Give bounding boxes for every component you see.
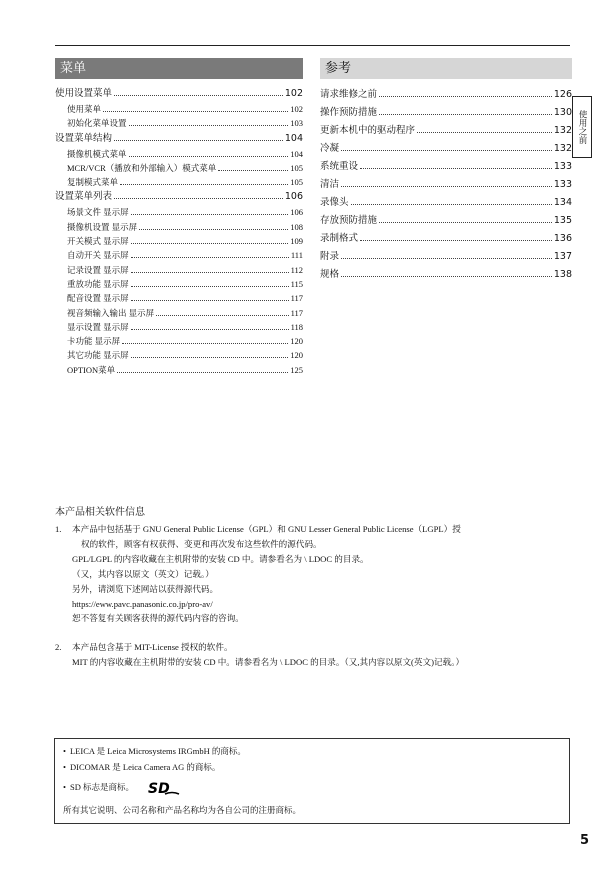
toc-entry-label: OPTION菜单	[67, 364, 116, 375]
top-rule	[55, 45, 570, 46]
software-info-line: MIT 的内容收藏在主机附带的安装 CD 中。请参看名为 \ LDOC 的目录。（又,其内容以原文(英文)记载。）	[72, 657, 465, 668]
item-number: 2.	[55, 642, 62, 653]
software-info-item	[55, 522, 575, 626]
toc-entry[interactable]	[55, 175, 303, 189]
toc-entry-label: 开关模式 显示屏	[67, 236, 129, 247]
trademark-notice-box	[54, 738, 570, 824]
trademark-dicomar	[63, 759, 561, 775]
software-info-line: 权的软件，顾客有权获得、变更和再次发布这些软件的源代码。	[81, 538, 322, 549]
toc-entry[interactable]	[55, 363, 303, 377]
toc-entry[interactable]	[320, 230, 572, 248]
toc-entry-page: 106	[290, 207, 303, 218]
toc-entry-page: 105	[290, 177, 303, 188]
toc-entry-label: 存放预防措施	[320, 215, 378, 226]
toc-entry[interactable]	[55, 234, 303, 248]
toc-entry-page: 117	[290, 293, 303, 304]
dot-leader	[131, 257, 289, 258]
dot-leader	[117, 372, 288, 373]
dot-leader	[131, 329, 289, 330]
dot-leader	[131, 357, 289, 358]
toc-entry-label: 清洁	[320, 179, 340, 190]
toc-entry[interactable]	[55, 334, 303, 348]
toc-entry-page: 134	[553, 197, 572, 208]
sd-logo-icon	[146, 781, 180, 795]
side-tab-before-use[interactable]: 使用之前	[572, 96, 592, 158]
toc-entry[interactable]	[55, 291, 303, 305]
dot-leader	[379, 96, 552, 97]
toc-entry-page: 130	[553, 107, 572, 118]
sd-logo-text: SD	[148, 781, 170, 796]
toc-entry-page: 138	[553, 269, 572, 280]
toc-entry-page: 118	[290, 321, 303, 332]
toc-entry[interactable]	[320, 104, 572, 122]
toc-entry-label: 规格	[320, 269, 340, 280]
menu-toc-column	[55, 58, 303, 377]
toc-entry-label: 设置菜单列表	[55, 191, 113, 203]
toc-entry-page: 103	[290, 118, 303, 129]
toc-entry[interactable]	[55, 189, 303, 205]
toc-entry-label: 配音设置 显示屏	[67, 293, 129, 304]
dot-leader	[103, 111, 288, 112]
software-info-list	[55, 522, 575, 670]
toc-entry[interactable]	[320, 266, 572, 284]
toc-entry[interactable]	[55, 277, 303, 291]
toc-entry[interactable]	[55, 263, 303, 277]
toc-entry-page: 133	[553, 179, 572, 190]
toc-entry[interactable]	[320, 158, 572, 176]
toc-entry-label: 系统重设	[320, 161, 359, 172]
toc-entry-label: 使用设置菜单	[55, 88, 113, 99]
software-info-line: （又，其内容以原文（英文）记载。）	[72, 568, 214, 579]
reference-toc-list	[320, 86, 572, 284]
toc-entry-label: 摄像机模式菜单	[67, 148, 127, 159]
dot-leader	[131, 243, 289, 244]
dot-leader	[218, 170, 288, 171]
trademark-footer: 所有其它说明、公司名称和产品名称均为各自公司的注册商标。	[63, 805, 302, 815]
toc-entry-label: 视音频输入输出 显示屏	[67, 307, 155, 318]
dot-leader	[131, 286, 289, 287]
bullet: •	[63, 762, 66, 772]
toc-entry-page: 120	[290, 350, 303, 361]
reference-section-header: 参考	[320, 58, 572, 79]
software-info-line: 本产品中包括基于 GNU General Public License（GPL）和 GNU Lesser General Public License（LGPL）授	[72, 524, 461, 534]
dot-leader	[129, 156, 289, 157]
toc-entry-page: 108	[290, 221, 303, 232]
bullet: •	[63, 782, 66, 792]
toc-entry-label: 复制模式菜单	[67, 177, 119, 188]
toc-entry-page: 105	[290, 162, 303, 173]
toc-entry-page: 133	[553, 161, 572, 172]
dot-leader	[341, 258, 552, 259]
dot-leader	[131, 214, 289, 215]
toc-entry-page: 132	[553, 143, 572, 154]
trademark-sd	[63, 779, 561, 795]
toc-entry-page: 112	[290, 264, 303, 275]
trademark-leica	[63, 743, 561, 759]
toc-entry-page: 132	[553, 125, 572, 136]
software-info-line: GPL/LGPL 的内容收藏在主机附带的安装 CD 中。请参看名为 \ LDOC 的目录。	[72, 553, 369, 564]
toc-entry[interactable]	[55, 102, 303, 116]
dot-leader	[114, 198, 283, 199]
dot-leader	[131, 300, 289, 301]
toc-entry[interactable]	[55, 131, 303, 147]
trademark-text: SD 标志是商标。	[69, 782, 134, 792]
toc-entry-label: 录像头	[320, 197, 349, 208]
software-info-line: https://eww.pavc.panasonic.co.jp/pro-av/	[72, 598, 213, 609]
dot-leader	[120, 184, 288, 185]
toc-entry-page: 135	[553, 215, 572, 226]
toc-entry[interactable]	[320, 248, 572, 266]
toc-entry-label: 使用菜单	[67, 104, 102, 114]
toc-entry-label: 卡功能 显示屏	[67, 336, 121, 347]
toc-entry-page: 106	[284, 191, 303, 203]
toc-entry-page: 115	[290, 278, 303, 289]
toc-entry[interactable]	[55, 147, 303, 161]
toc-entry-label: 记录设置 显示屏	[67, 264, 129, 275]
toc-entry-label: 显示设置 显示屏	[67, 321, 129, 332]
menu-section-header: 菜单	[55, 58, 303, 79]
dot-leader	[360, 240, 552, 241]
software-info-section	[55, 503, 575, 670]
toc-entry-page: 117	[290, 307, 303, 318]
toc-entry-label: 场景文件 显示屏	[67, 207, 129, 218]
toc-entry-page: 104	[284, 132, 303, 144]
toc-entry[interactable]	[55, 306, 303, 320]
reference-toc-column	[320, 58, 572, 284]
toc-entry-page: 136	[553, 233, 572, 244]
software-info-line: 恕不答复有关顾客获得的源代码内容的咨询。	[72, 613, 244, 624]
toc-entry-page: 104	[290, 148, 303, 159]
dot-leader	[129, 125, 289, 126]
toc-entry[interactable]	[55, 86, 303, 102]
toc-entry-label: 录制格式	[320, 233, 359, 244]
trademark-text: DICOMAR 是 Leica Camera AG 的商标。	[69, 762, 221, 772]
item-number: 1.	[55, 524, 62, 534]
bullet: •	[63, 746, 66, 756]
toc-entry-label: 更新本机中的驱动程序	[320, 125, 416, 136]
dot-leader	[156, 315, 288, 316]
toc-entry-label: MCR/VCR（播放和外部输入）模式菜单	[67, 162, 217, 173]
toc-entry[interactable]	[55, 348, 303, 362]
toc-entry[interactable]	[320, 140, 572, 158]
toc-entry-label: 设置菜单结构	[55, 132, 113, 144]
software-info-item	[55, 640, 575, 670]
toc-entry-page: 111	[290, 250, 303, 261]
toc-entry-label: 摄像机设置 显示屏	[67, 221, 138, 232]
toc-entry-label: 初始化菜单设置	[67, 118, 127, 129]
toc-entry-page: 109	[290, 236, 303, 247]
toc-entry-label: 操作预防措施	[320, 107, 378, 118]
toc-entry-page: 126	[553, 89, 572, 100]
toc-entry-page: 102	[284, 88, 303, 99]
software-info-line: 另外，请浏览下述网站以获得源代码。	[72, 583, 219, 594]
dot-leader	[114, 140, 283, 141]
toc-entry-label: 其它功能 显示屏	[67, 350, 129, 361]
toc-entry[interactable]	[55, 116, 303, 130]
toc-entry-page: 125	[290, 364, 303, 375]
toc-entry[interactable]	[55, 320, 303, 334]
software-info-line: 本产品包含基于 MIT-License 授权的软件。	[72, 642, 233, 653]
toc-entry[interactable]	[320, 122, 572, 140]
dot-leader	[341, 186, 552, 187]
page-number: 5	[580, 833, 590, 848]
toc-entry-label: 附录	[320, 251, 340, 262]
toc-entry[interactable]	[55, 161, 303, 175]
toc-entry[interactable]	[55, 248, 303, 262]
toc-entry-page: 137	[553, 251, 572, 262]
menu-toc-list	[55, 86, 303, 377]
dot-leader	[341, 150, 552, 151]
dot-leader	[351, 204, 552, 205]
toc-entry-label: 冷凝	[320, 143, 340, 154]
dot-leader	[114, 95, 283, 96]
toc-entry[interactable]	[320, 194, 572, 212]
dot-leader	[122, 343, 288, 344]
toc-entry-label: 重放功能 显示屏	[67, 278, 129, 289]
trademark-text: LEICA 是 Leica Microsystems IRGmbH 的商标。	[69, 746, 246, 756]
toc-entry[interactable]	[320, 176, 572, 194]
software-info-title: 本产品相关软件信息	[55, 507, 145, 518]
toc-entry-label: 自动开关 显示屏	[67, 250, 129, 261]
dot-leader	[379, 114, 552, 115]
dot-leader	[139, 229, 288, 230]
toc-entry[interactable]	[320, 86, 572, 104]
dot-leader	[341, 276, 552, 277]
dot-leader	[379, 222, 552, 223]
toc-entry[interactable]	[55, 220, 303, 234]
toc-entry-page: 120	[290, 336, 303, 347]
toc-entry[interactable]	[55, 205, 303, 219]
dot-leader	[417, 132, 552, 133]
dot-leader	[131, 272, 289, 273]
dot-leader	[360, 168, 552, 169]
toc-entry[interactable]	[320, 212, 572, 230]
toc-entry-label: 请求维修之前	[320, 89, 378, 100]
toc-entry-page: 102	[290, 104, 303, 114]
